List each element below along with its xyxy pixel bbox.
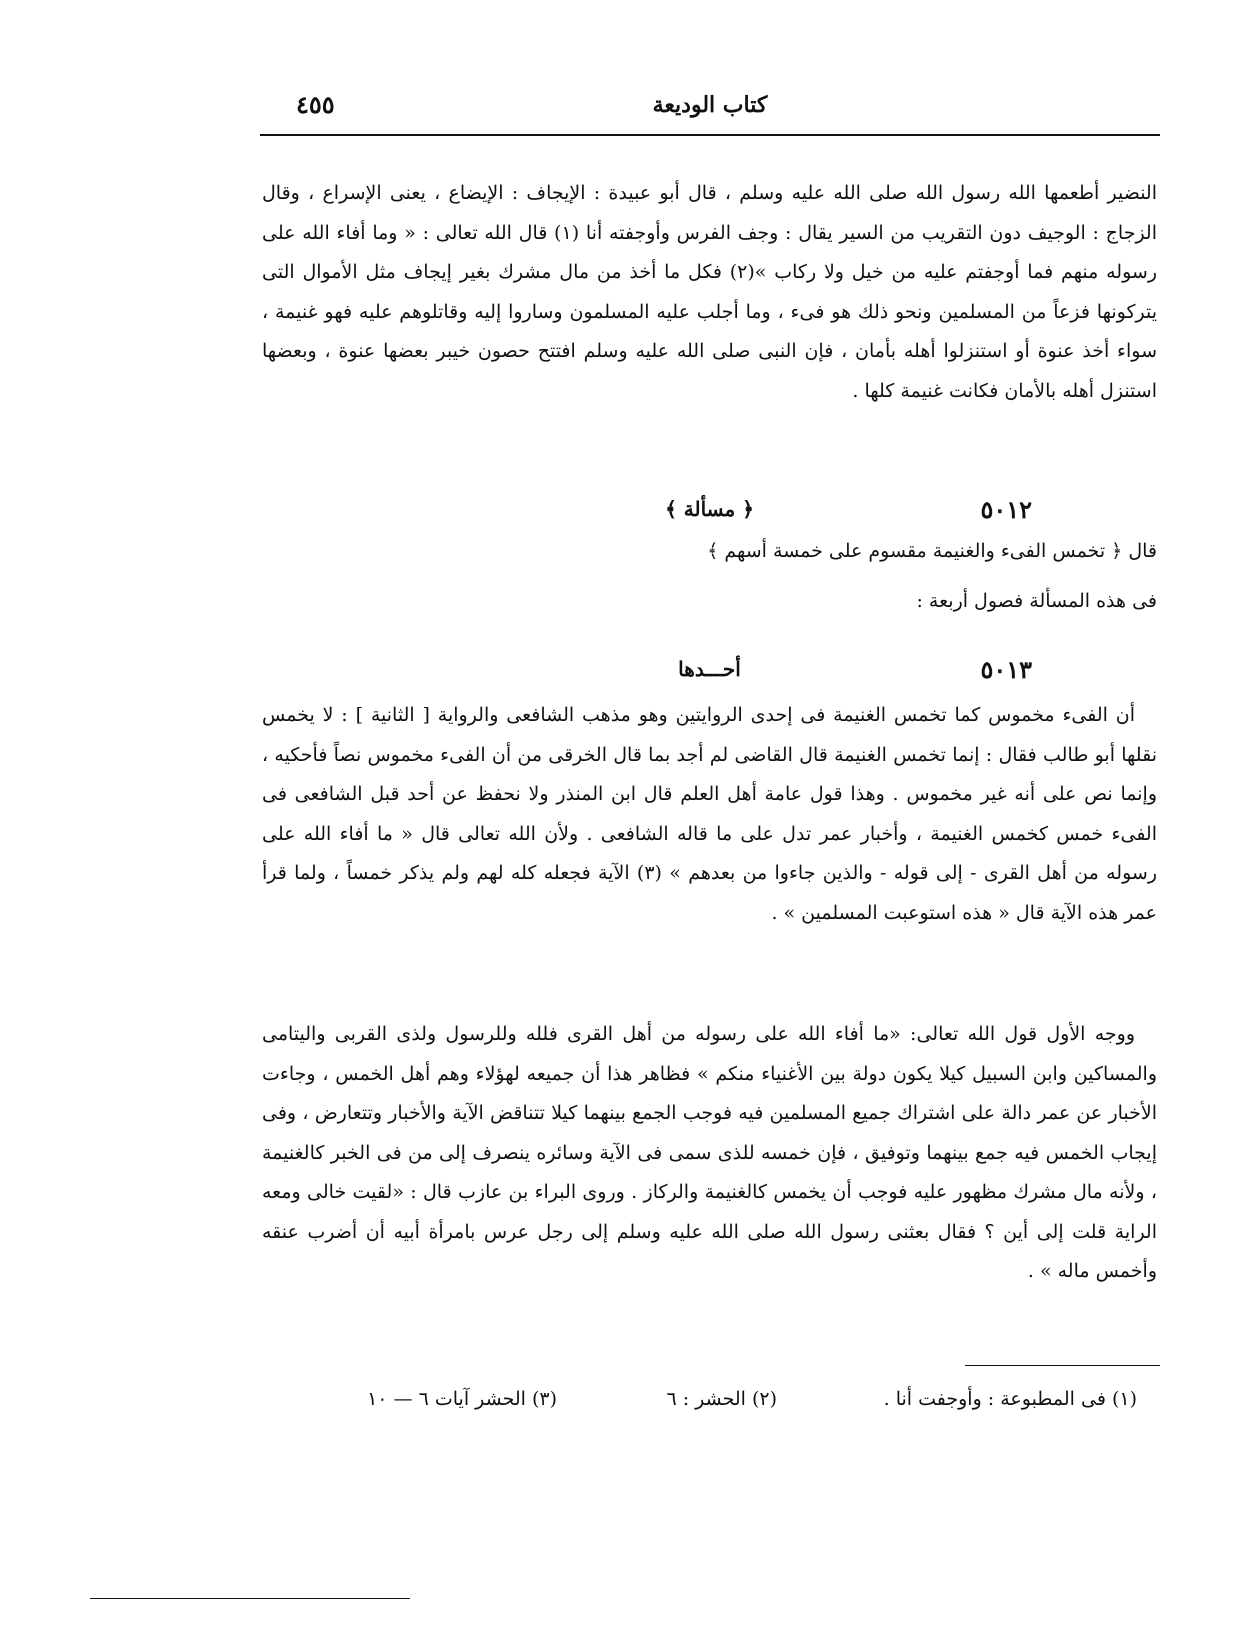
matn-quote: قال ﴿ تخمس الفىء والغنيمة مقسوم على خمسة أسهم ﴾ bbox=[707, 540, 1157, 562]
section-label: ﴿ مسألة ﴾ bbox=[665, 497, 754, 521]
section-number: ٥٠١٢ bbox=[980, 495, 1032, 524]
footnote-rule bbox=[965, 1365, 1160, 1366]
section-number: ٥٠١٣ bbox=[980, 655, 1032, 684]
fusul-intro: فى هذه المسألة فصول أربعة : bbox=[916, 590, 1157, 612]
footnote-2: (٢) الحشر : ٦ bbox=[666, 1388, 777, 1410]
footnote-3: (٣) الحشر آيات ٦ — ١٠ bbox=[367, 1388, 557, 1410]
paragraph-3 bbox=[262, 1015, 1157, 1292]
book-title: كتاب الوديعة bbox=[652, 92, 768, 118]
paragraph-1 bbox=[262, 174, 1157, 411]
paragraph-2-text: أن الفىء مخموس كما تخمس الغنيمة فى إحدى الروايتين وهو مذهب الشافعى والرواية [ الثانية ] : لا يخمس نقلها أبو طالب فقال : إنما تخمس الغنيمة قال القاضى لم أجد بما قال الخرقى من أن الفىء مخموس نصاً فأحكيه ، وإنما نص على أنه غير مخموس . وهذا قول عامة أهل العلم قال ابن المنذر ولا نحفظ عن أحد قبل الشافعى فى الفىء خمس كخمس الغنيمة ، وأخبار عمر تدل على ما قاله الشافعى . ولأن الله تعالى قال « ما أفاء الله على رسوله من أهل القرى - إلى قوله - والذين جاءوا من بعدهم » (٣) الآية فجعله كله لهم ولم يذكر خمساً ، ولما قرأ عمر هذه الآية قال « هذه استوعبت المسلمين » . bbox=[262, 704, 1158, 924]
section-label: أحـــدها bbox=[678, 657, 741, 681]
footnotes bbox=[262, 1380, 1157, 1420]
header-rule bbox=[260, 134, 1160, 136]
section-heading-5013 bbox=[262, 655, 1157, 695]
footnote-1: (١) فى المطبوعة : وأوجفت أنا . bbox=[883, 1388, 1137, 1410]
section-heading-5012 bbox=[262, 495, 1157, 535]
paragraph-3-text: ووجه الأول قول الله تعالى: «ما أفاء الله على رسوله من أهل القرى فلله وللرسول ولذى القربى واليتامى والمساكين وابن السبيل كيلا يكون دولة بين الأغنياء منكم » فظاهر هذا أن جميعه لهؤلاء وهم أهل الخمس ، وجاءت الأخبار عن عمر دالة على اشتراك جميع المسلمين فيه فوجب الجمع بينهما كيلا تتناقض الآية والأخبار وتتعارض ، وفى إيجاب الخمس فيه جمع بينهما وتوفيق ، فإن خمسه للذى سمى فى الآية وسائره ينصرف إلى من فى الخبر كالغنيمة ، ولأنه مال مشرك مظهور عليه فوجب أن يخمس كالغنيمة والركاز . وروى البراء بن عازب قال : «لقيت خالى ومعه الراية قلت إلى أين ؟ فقال بعثنى رسول الله صلى الله عليه وسلم إلى رجل عرس بامرأة أبيه أن أضرب عنقه وأخمس ماله » . bbox=[262, 1023, 1157, 1282]
paragraph-1-text: النضير أطعمها الله رسول الله صلى الله عليه وسلم ، قال أبو عبيدة : الإيجاف : الإيضاع ، يعنى الإسراع ، وقال الزجاج : الوجيف دون التقريب من السير يقال : وجف الفرس وأوجفته أنا (١) قال الله تعالى : « وما أفاء الله على رسوله منهم فما أوجفتم عليه من خيل ولا ركاب »(٢) فكل ما أخذ من مال مشرك بغير إيجاف مثل الأموال التى يتركونها فزعاً من المسلمين ونحو ذلك هو فىء ، وما أجلب عليه المسلمون وساروا إليه وقاتلوهم عليه فهو غنيمة ، سواء أخذ عنوة أو استنزلوا أهله بأمان ، فإن النبى صلى الله عليه وسلم افتتح حصون خيبر بعضها عنوة ، وبعضها استنزل أهله بالأمان فكانت غنيمة كلها . bbox=[262, 182, 1158, 402]
paragraph-2 bbox=[262, 696, 1157, 933]
page-header bbox=[260, 88, 1160, 128]
bottom-rule bbox=[90, 1598, 410, 1599]
page-number: ٤٥٥ bbox=[296, 90, 335, 119]
